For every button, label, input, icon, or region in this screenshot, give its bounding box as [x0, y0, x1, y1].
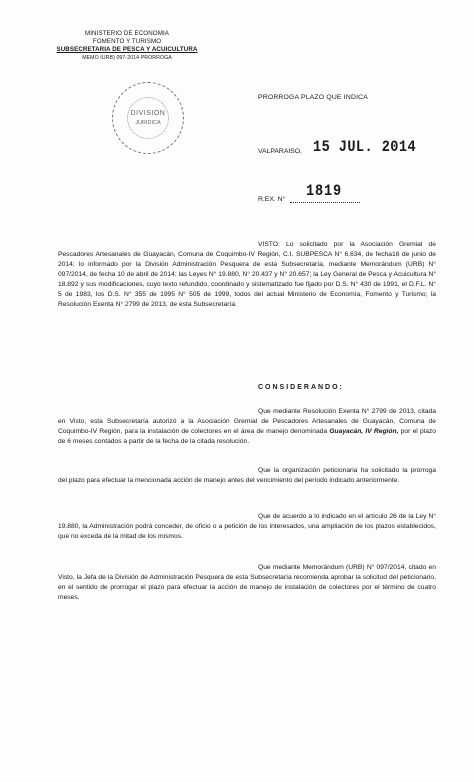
- c1-area-name: Guayacán, IV Región,: [329, 428, 399, 435]
- place-label: VALPARAISO,: [258, 148, 302, 155]
- c1-text-before: Que mediante Resolución Exenta N° 2799 de 2013, citada en Visto, esta Subsecretaría autorizó a la Asociación Gremial de Pescadores Artesanales de Guayacán, Comuna de Coquimbo-IV Región, para la instalación de colectores en el área de manejo denominada: [58, 408, 436, 435]
- header-line-subsecretaria: SUBSECRETARIA DE PESCA Y ACUICULTURA: [56, 46, 198, 53]
- visto-paragraph: VISTO: Lo solicitado por la Asociación Gremial de Pescadores Artesanales de Guayacán, Comuna de Coquimbo-IV Región, C.I. SUBPESCA N° 6.634, de fecha16 de junio de 2014; lo informado por la División Administración Pesquera de esta Subsecretaría, mediante Memorándum (URB) N° 097/2014, de fecha 10 de abril de 2014; las Leyes N° 19.880, N° 20.437 y N° 20.657; la Ley General de Pesca y Acuicultura N° 18.892 y sus modificaciones, cuyo texto refundido, coordinado y sistematizado fue fijado por D.S. N° 430 de 1991, el D.F.L. N° 5 de 1983, los D.S. N° 355 de 1995 N° 505 de 1999, todos del actual Ministerio de Economía, Fomento y Turismo; la Resolución Exenta N° 2799 de 2013, de esta Subsecretaría.: [58, 241, 436, 308]
- stamped-date: 15 JUL. 2014: [313, 138, 417, 156]
- ministry-header: [52, 30, 202, 62]
- subject-line: PRORROGA PLAZO QUE INDICA: [258, 94, 368, 101]
- resolution-number: 1819: [306, 182, 343, 200]
- resolution-label: R.EX. N°: [258, 196, 286, 203]
- considerando-heading: CONSIDERANDO:: [258, 384, 344, 391]
- header-line-memo: MEMO IURB) 097-2014 PRORROGA: [82, 55, 172, 61]
- resolution-number-line: [290, 202, 360, 203]
- c1-text-after: por el plazo de 6 meses contados a partir de la fecha de la citada resolución.: [58, 428, 436, 445]
- header-line-fomento: FOMENTO Y TURISMO: [92, 38, 162, 45]
- considerando-paragraph-4: Que mediante Memorándum (URB) N° 097/2014, citado en Visto, la Jefa de la División de Administración Pesquera de esta Subsecretaría recomienda aprobar la solicitud del peticionario, en el sentido de prorrogar el plazo para efectuar la acción de manejo de instalación de colectores por el término de cuatro meses.: [58, 564, 436, 601]
- stamp-text-juridica: JURIDICA: [135, 120, 161, 126]
- stamp-inner-ring: [127, 97, 169, 139]
- header-line-ministry: MINISTERIO DE ECONOMIA: [84, 30, 170, 37]
- considerando-paragraph-3: Que de acuerdo a lo indicado en el artículo 26 de la Ley N° 19.880, la Administración podrá conceder, de oficio o a petición de los interesados, una ampliación de los plazos establecidos, que no exceda de la mitad de los mismos.: [58, 513, 436, 540]
- stamp-text-division: DIVISION: [130, 110, 166, 117]
- considerando-paragraph-2: Que la organización peticionaria ha solicitado la prórroga del plazo para efectuar la mencionada acción de manejo antes del vencimiento del período indicado anteriormente.: [58, 467, 436, 484]
- division-juridica-stamp: [112, 82, 184, 154]
- considerando-paragraph-1: [58, 407, 436, 447]
